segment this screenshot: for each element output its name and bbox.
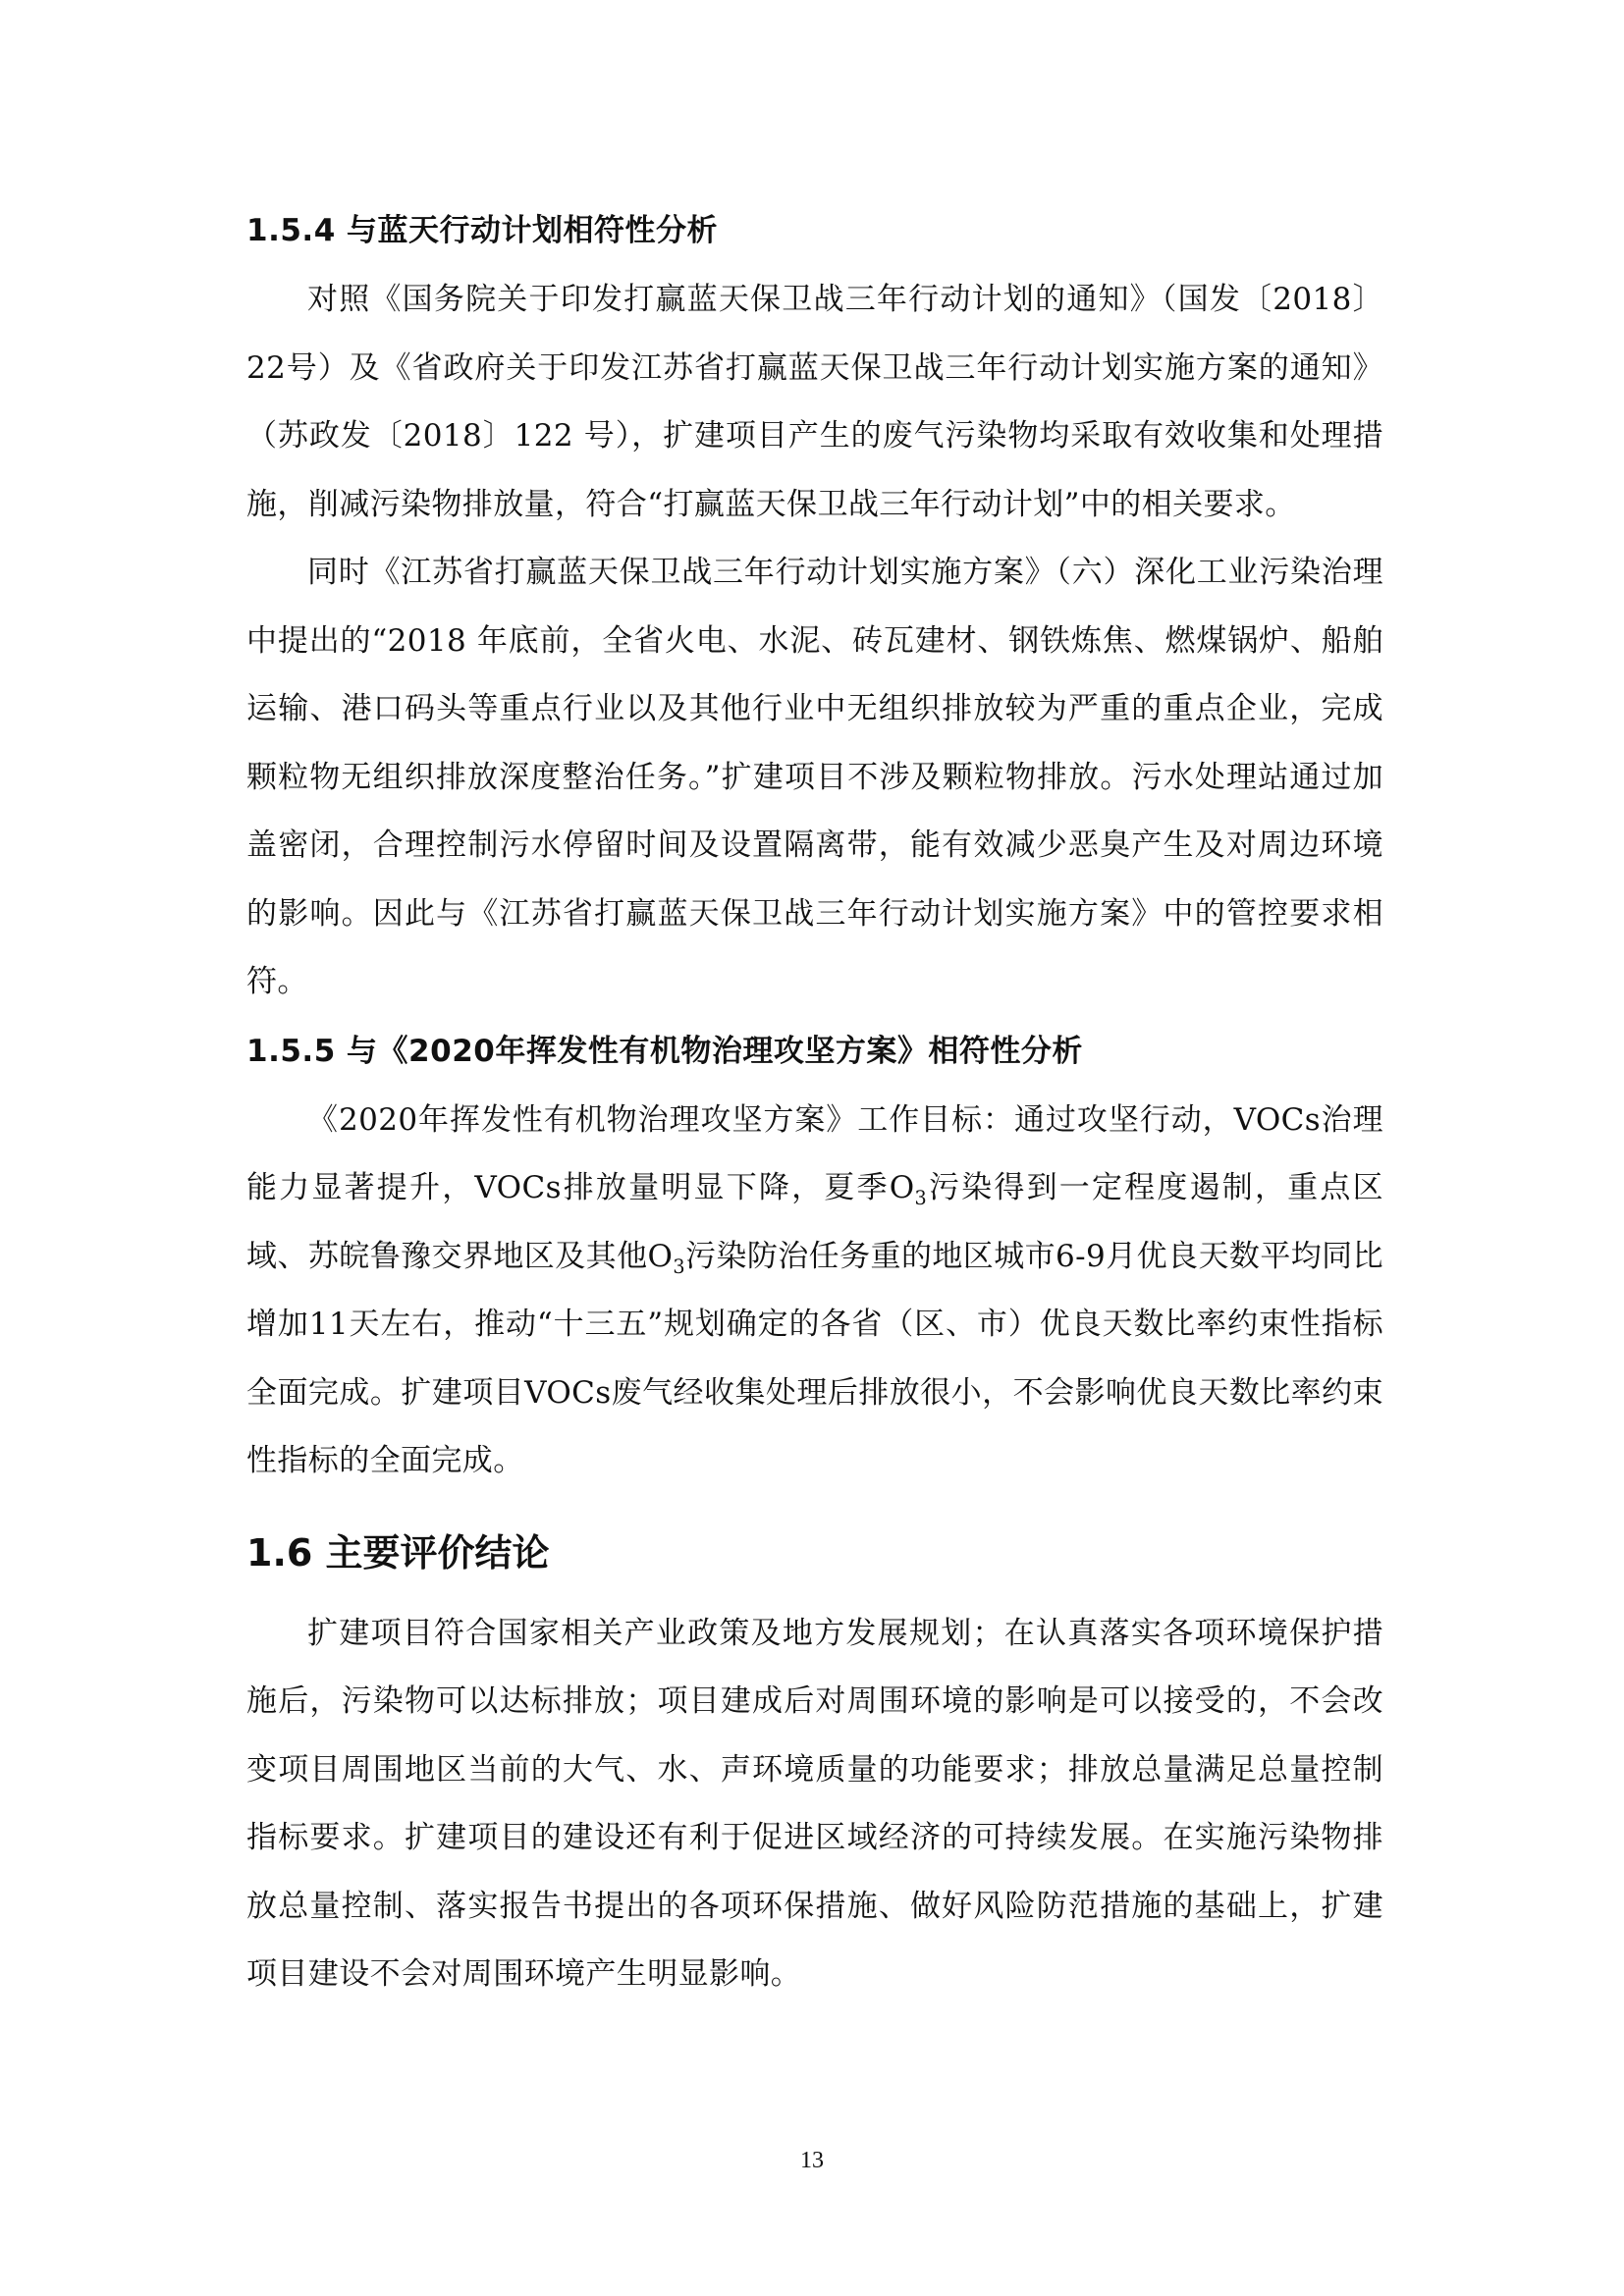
section-1-5-4-paragraph-2: 同时《江苏省打赢蓝天保卫战三年行动计划实施方案》（六）深化工业污染治理中提出的“2018 年底前，全省火电、水泥、砖瓦建材、钢铁炼焦、燃煤锅炉、船舶运输、港口码头等重点行业以及其他行业中无组织排放较为严重的重点企业，完成颗粒物无组织排放深度整治任务。”扩建项目不涉及颗粒物排放。污水处理站通过加盖密闭，合理控制污水停留时间及设置隔离带，能有效减少恶臭产生及对周边环境的影响。因此与《江苏省打赢蓝天保卫战三年行动计划实施方案》中的管控要求相符。 — [246, 555, 1383, 999]
ozone-subscript-1: 3 — [914, 1187, 928, 1210]
document-page — [246, 196, 1383, 2009]
section-1-5-5-text-c: 污染防治任务重的地区城市6-9月优良天数平均同比增加11天左右，推动“十三五”规划确定的各省（区、市）优良天数比率约束性指标全面完成。扩建项目VOCs废气经收集处理后排放很小，不会影响优良天数比率约束性指标的全面完成。 — [246, 1238, 1383, 1478]
ozone-subscript-2: 3 — [673, 1255, 685, 1278]
section-1-6-heading: 1.6 主要评价结论 — [246, 1530, 550, 1575]
page-number: 13 — [800, 2148, 824, 2173]
section-1-5-5-text-a: 《2020年挥发性有机物治理攻坚方案》工作目标：通过攻坚行动，VOCs治理能力显著提升，VOCs排放量明显下降，夏季O — [246, 1101, 1383, 1205]
section-1-5-5-text-b: 污染得到一定程度遏制，重点区域、苏皖鲁豫交界地区及其他O — [246, 1170, 1383, 1274]
section-1-5-4-paragraph-1: 对照《国务院关于印发打赢蓝天保卫战三年行动计划的通知》（国发〔2018〕22号）及《省政府关于印发江苏省打赢蓝天保卫战三年行动计划实施方案的通知》（苏政发〔2018〕122 号），扩建项目产生的废气污染物均采取有效收集和处理措施，削减污染物排放量，符合“打赢蓝天保卫战三年行动计划”中的相关要求。 — [246, 282, 1383, 522]
section-1-6-paragraph-1: 扩建项目符合国家相关产业政策及地方发展规划；在认真落实各项环境保护措施后，污染物可以达标排放；项目建成后对周围环境的影响是可以接受的，不会改变项目周围地区当前的大气、水、声环境质量的功能要求；排放总量满足总量控制指标要求。扩建项目的建设还有利于促进区域经济的可持续发展。在实施污染物排放总量控制、落实报告书提出的各项环保措施、做好风险防范措施的基础上，扩建项目建设不会对周围环境产生明显影响。 — [246, 1615, 1383, 1992]
section-1-5-5-heading: 1.5.5 与《2020年挥发性有机物治理攻坚方案》相符性分析 — [246, 1033, 1083, 1069]
section-1-5-4-heading: 1.5.4 与蓝天行动计划相符性分析 — [246, 213, 719, 248]
section-1-5-5-paragraph-1 — [246, 1087, 1383, 1496]
